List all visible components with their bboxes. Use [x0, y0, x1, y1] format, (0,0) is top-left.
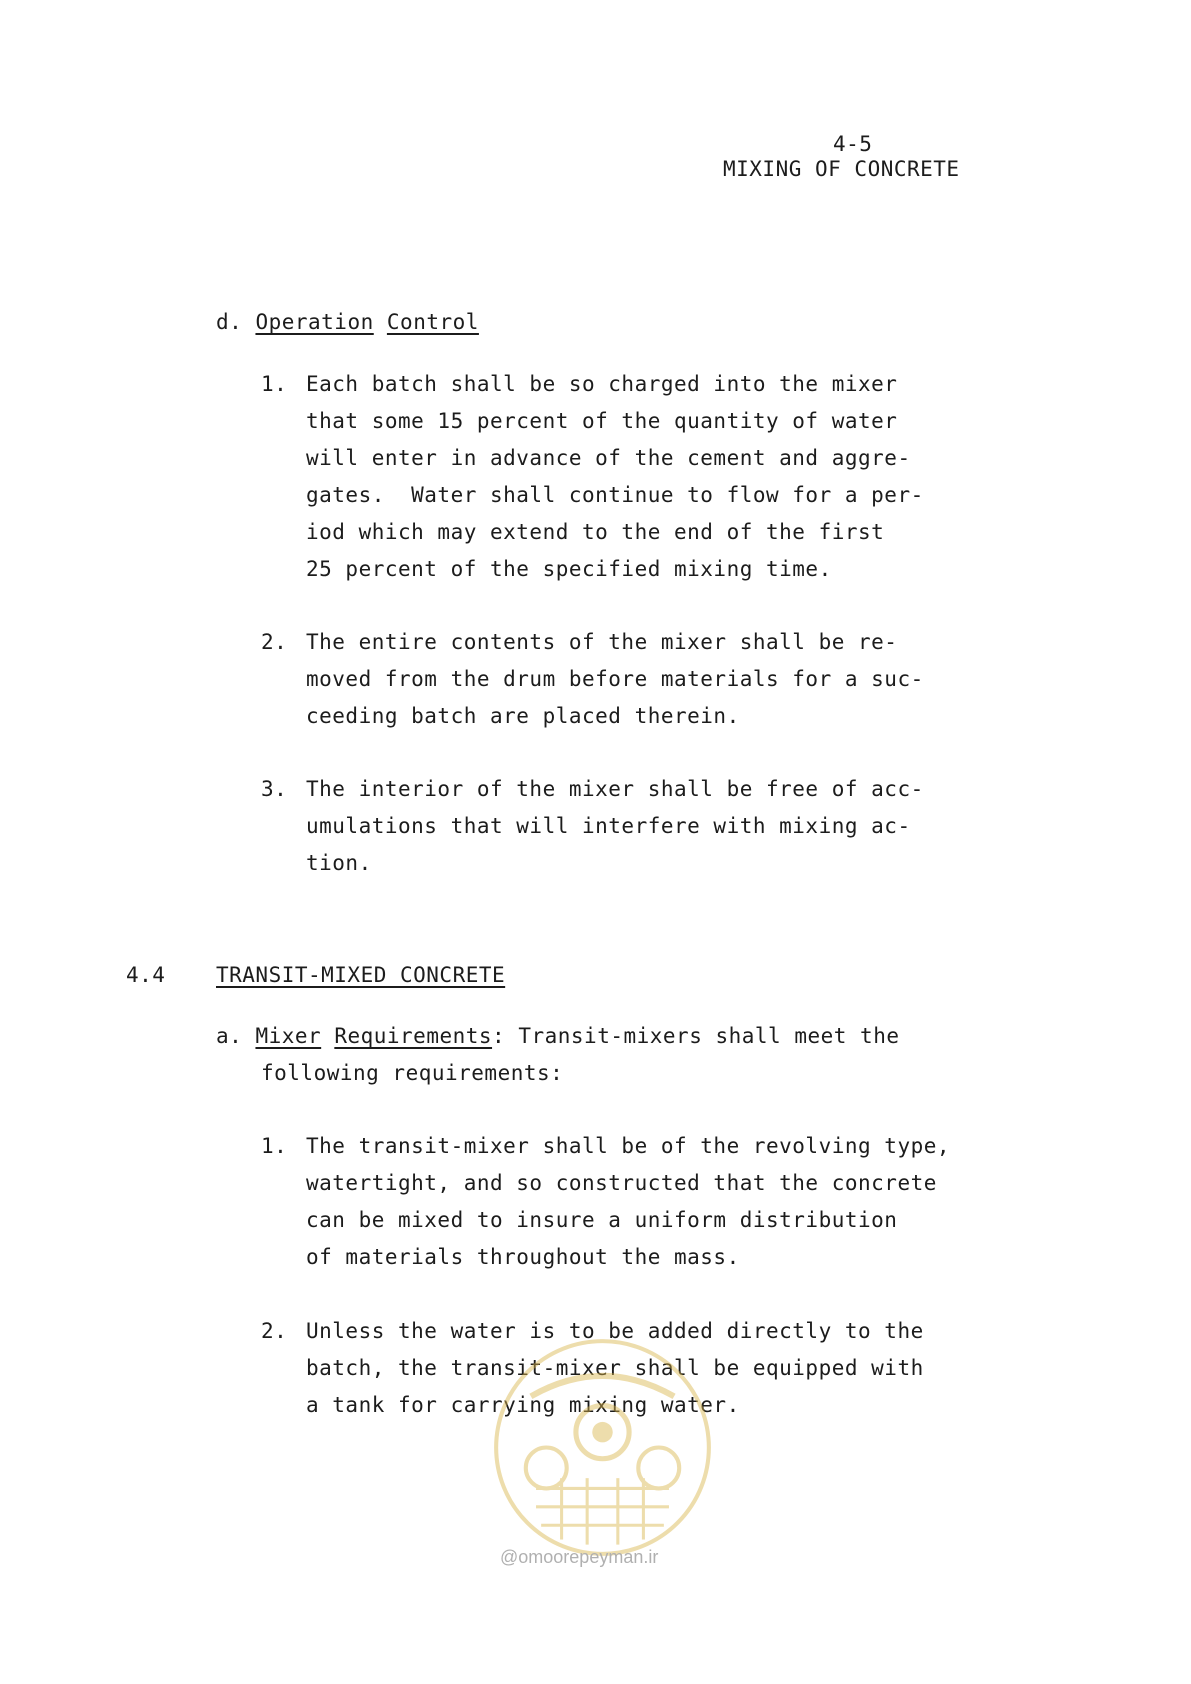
text-line: The transit-mixer shall be of the revolving type,	[306, 1134, 951, 1158]
text-line: gates. Water shall continue to flow for a per-	[306, 483, 924, 507]
text-line: The entire contents of the mixer shall be re-	[306, 630, 898, 654]
text-line: of materials throughout the mass.	[306, 1245, 740, 1269]
text-line: that some 15 percent of the quantity of water	[306, 409, 898, 433]
item-d3-number: 3.	[261, 777, 288, 801]
text-line: moved from the drum before materials for a suc-	[306, 667, 924, 691]
sub-a-line1	[216, 1018, 899, 1055]
text-line: Unless the water is to be added directly to the	[306, 1319, 924, 1343]
page-number: 4-5	[833, 132, 873, 156]
sub-a-title-word1: Mixer	[255, 1024, 322, 1048]
item-a2-number: 2.	[261, 1319, 288, 1343]
sub-a-label: a.	[216, 1024, 243, 1048]
text-line: watertight, and so constructed that the concrete	[306, 1171, 937, 1195]
item-d1-number: 1.	[261, 372, 288, 396]
item-a1-number: 1.	[261, 1134, 288, 1158]
section-4-4-title: TRANSIT-MIXED CONCRETE	[216, 963, 506, 987]
chapter-title: MIXING OF CONCRETE	[723, 157, 960, 181]
text-line: The interior of the mixer shall be free of acc-	[306, 777, 924, 801]
section-d-label: d.	[216, 310, 243, 334]
section-d-title-word2: Control	[386, 310, 479, 334]
text-line: batch, the transit-mixer shall be equipped with	[306, 1356, 924, 1380]
sub-a-title-word2: Requirements	[334, 1024, 493, 1048]
text-line: will enter in advance of the cement and aggre-	[306, 446, 911, 470]
item-d2-number: 2.	[261, 630, 288, 654]
section-d-heading	[216, 304, 479, 341]
text-line: tion.	[306, 851, 372, 875]
text-line: umulations that will interfere with mixing ac-	[306, 814, 911, 838]
text-line: iod which may extend to the end of the first	[306, 520, 885, 544]
text-line: can be mixed to insure a uniform distribution	[306, 1208, 898, 1232]
seal-logo-icon	[490, 1335, 715, 1560]
section-d-title-word1: Operation	[255, 310, 374, 334]
section-4-4-number: 4.4	[126, 963, 166, 987]
text-line: ceeding batch are placed therein.	[306, 704, 740, 728]
text-line: a tank for carrying mixing water.	[306, 1393, 740, 1417]
sub-a-line2: following requirements:	[261, 1061, 564, 1085]
sub-a-rest: : Transit-mixers shall meet the	[492, 1024, 900, 1048]
watermark-url: @omoorepeyman.ir	[500, 1547, 659, 1567]
text-line: 25 percent of the specified mixing time.	[306, 557, 832, 581]
text-line: Each batch shall be so charged into the mixer	[306, 372, 898, 396]
